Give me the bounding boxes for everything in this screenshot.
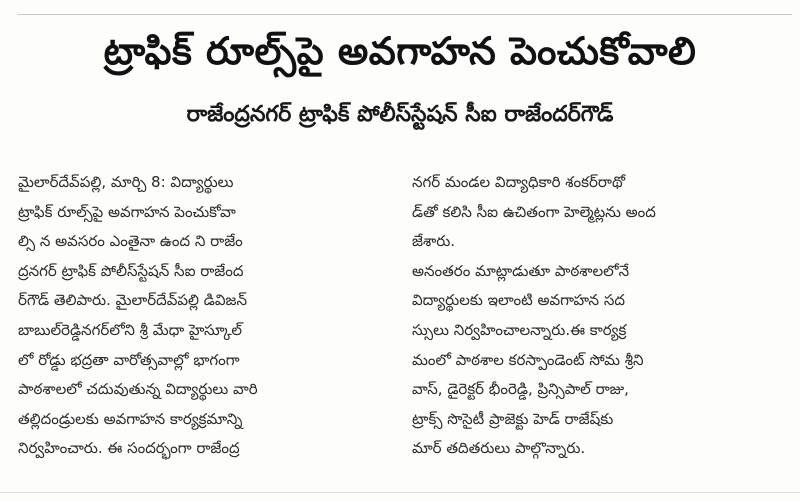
body-line: ట్రాక్స్ సొసైటీ ప్రాజెక్టు హెడ్ రాజేష్‌కు	[412, 409, 614, 428]
bottom-divider	[0, 492, 800, 493]
body-line: బాబుల్‌రెడ్డినగర్‌లోని శ్రీ మేధా హైస్కూల్	[18, 320, 243, 339]
body-line: విద్యార్థులకు ఇలాంటి అవగాహన సద	[412, 291, 625, 310]
right-column	[412, 168, 788, 464]
body-line: ట్రాఫిక్ రూల్స్‌పై అవగాహన పెంచుకోవా	[18, 202, 236, 221]
body-line: మైలార్‌దేవ్‌పల్లి, మార్చి 8: విద్యార్థులు	[18, 173, 234, 191]
body-line: అనంతరం మాట్లాడుతూ పాఠశాలలోనే	[412, 261, 630, 280]
body-line: లో రోడ్డు భద్రతా వారోత్సవాల్లో భాగంగా	[18, 350, 240, 369]
body-line: జేశారు.	[412, 232, 456, 251]
body-line: నిర్వహించారు. ఈ సందర్భంగా రాజేంద్ర	[18, 439, 240, 458]
body-line: మంలో పాఠశాల కరస్పాండెంట్ సోమ శ్రీని	[412, 350, 644, 369]
body-line: మార్ తదితరులు పాల్గొన్నారు.	[412, 439, 586, 458]
subheadline: రాజేంద్రనగర్ ట్రాఫిక్ పోలీస్‌స్టేషన్ సీఐ రాజేందర్‌గౌడ్	[186, 102, 614, 127]
body-line: వాస్, డైరెక్టర్ భీంరెడ్డి, ప్రిన్సిపాల్ రాజు,	[412, 380, 629, 399]
body-line: తల్లిదండ్రులకు అవగాహన కార్యక్రమాన్ని	[18, 409, 243, 428]
left-column	[18, 168, 388, 464]
body-line: డ్‌తో కలిసి సీఐ ఉచితంగా హెల్మెట్లను అంద	[412, 202, 656, 221]
headline: ట్రాఫిక్ రూల్స్‌పై అవగాహన పెంచుకోవాలి	[103, 29, 697, 73]
body-line: ల్సి న అవసరం ఎంతైనా ఉంద ని రాజేం	[18, 232, 243, 251]
body-line: ర్‌గౌడ్ తెలిపారు. మైలార్‌దేవ్‌పల్లి డివిజన్	[18, 291, 248, 310]
body-line: ద్రనగర్ ట్రాఫిక్ పోలీస్‌స్టేషన్ సీఐ రాజేంద	[18, 261, 244, 280]
body-line: నగర్ మండల విద్యాధికారి శంకర్‌రాథో	[412, 173, 625, 191]
body-line: స్సులు నిర్వహించాలన్నారు.ఈ కార్యక్ర	[412, 320, 627, 339]
body-line: పాఠశాలలో చదువుతున్న విద్యార్థులు వారి	[18, 380, 258, 399]
top-divider	[18, 14, 792, 15]
